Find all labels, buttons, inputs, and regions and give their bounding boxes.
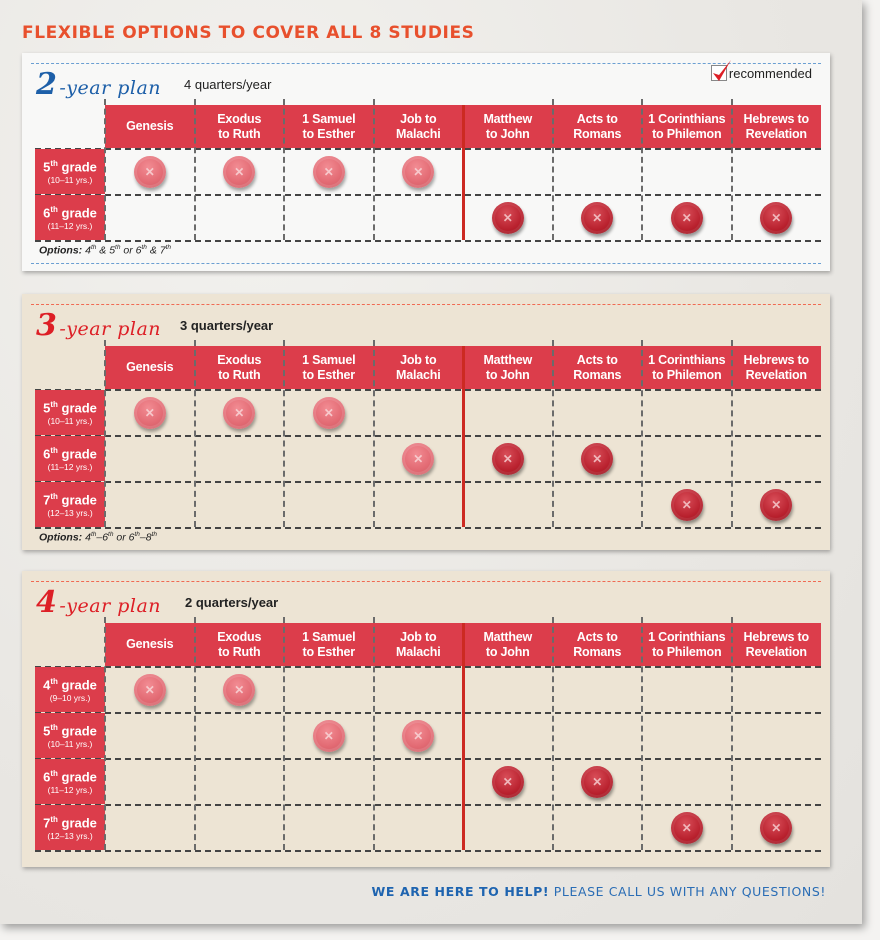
study-button-icon[interactable]: ✕ (492, 443, 524, 475)
grade-label-7th (35, 482, 105, 527)
grid-line (552, 617, 554, 850)
study-header-5: Matthew to John (483, 352, 533, 382)
study-button-icon[interactable]: ✕ (581, 202, 613, 234)
grade-options-note: Options: 4th & 5th or 6th & 7th (39, 244, 172, 257)
grade-options-note: Options: 4th–6th or 6th–8th (39, 531, 158, 544)
grade-name: 6th grade (43, 445, 97, 462)
grade-ages: (11–12 yrs.) (47, 785, 93, 796)
plan-title (36, 585, 161, 620)
grade-ages: (12–13 yrs.) (47, 508, 93, 519)
grade-label-5th (35, 149, 105, 194)
plan-years-number: 3 (36, 308, 58, 343)
grid-line (35, 435, 821, 437)
study-header-4: Job to Malachi (396, 352, 441, 382)
grade-label-7th (35, 805, 105, 850)
grid-line (194, 340, 196, 527)
study-button-icon[interactable]: ✕ (492, 766, 524, 798)
study-button-icon[interactable]: ✕ (134, 397, 166, 429)
checkbox-icon (711, 65, 727, 81)
study-header-1: Genesis (126, 360, 174, 374)
study-header-7: 1 Corinthians to Philemon (648, 352, 726, 382)
grade-ages: (10–11 yrs.) (47, 739, 93, 750)
grid-line (104, 617, 106, 850)
grid-line (283, 340, 285, 527)
plan-panel-2-year (22, 53, 830, 271)
plan-panel-3-year (22, 294, 830, 550)
grade-label-4th (35, 667, 105, 712)
study-button-icon[interactable]: ✕ (492, 202, 524, 234)
study-button-icon[interactable]: ✕ (671, 202, 703, 234)
grade-ages: (10–11 yrs.) (47, 175, 93, 186)
study-button-icon[interactable]: ✕ (134, 674, 166, 706)
study-button-icon[interactable]: ✕ (313, 156, 345, 188)
study-header-2: Exodus to Ruth (217, 111, 262, 141)
grade-label-6th (35, 195, 105, 240)
study-button-icon[interactable]: ✕ (223, 156, 255, 188)
plan-years-number: 4 (36, 585, 58, 620)
grid-line (194, 617, 196, 850)
grid-line (35, 850, 821, 852)
grid-line (283, 99, 285, 240)
grade-ages: (9–10 yrs.) (49, 693, 91, 704)
grid-line (35, 240, 821, 242)
study-button-icon[interactable]: ✕ (223, 674, 255, 706)
plan-title (36, 67, 161, 102)
study-header-8: Hebrews to Revelation (743, 629, 809, 659)
study-button-icon[interactable]: ✕ (223, 397, 255, 429)
study-header-1: Genesis (126, 119, 174, 133)
grid-line (552, 340, 554, 527)
study-header-8: Hebrews to Revelation (743, 111, 809, 141)
grid-line (35, 481, 821, 483)
grade-name: 4th grade (43, 676, 97, 693)
grid-line (35, 666, 821, 668)
grade-ages: (11–12 yrs.) (47, 221, 93, 232)
grade-name: 6th grade (43, 204, 97, 221)
testament-divider (462, 623, 465, 850)
grid-line (552, 99, 554, 240)
study-button-icon[interactable]: ✕ (402, 156, 434, 188)
plan-title (36, 308, 161, 343)
grid-line (373, 617, 375, 850)
study-button-icon[interactable]: ✕ (671, 812, 703, 844)
study-header-7: 1 Corinthians to Philemon (648, 111, 726, 141)
plan-years-number: 2 (36, 67, 58, 102)
recommended-label: recommended (728, 65, 812, 81)
study-header-3: 1 Samuel to Esther (302, 352, 356, 382)
study-button-icon[interactable]: ✕ (581, 443, 613, 475)
study-button-icon[interactable]: ✕ (402, 720, 434, 752)
grid-line (641, 340, 643, 527)
grade-label-5th (35, 713, 105, 758)
grid-line (104, 99, 106, 240)
plan-title-text: -year plan (59, 595, 162, 617)
study-button-icon[interactable]: ✕ (134, 156, 166, 188)
grid-line (373, 340, 375, 527)
study-header-2: Exodus to Ruth (217, 629, 262, 659)
plan-subtitle: 2 quarters/year (185, 595, 279, 610)
testament-divider (462, 105, 465, 240)
study-button-icon[interactable]: ✕ (313, 397, 345, 429)
study-header-6: Acts to Romans (573, 352, 622, 382)
plan-title-text: -year plan (59, 318, 162, 340)
grid-line (35, 758, 821, 760)
page-title: FLEXIBLE OPTIONS TO COVER ALL 8 STUDIES (22, 23, 475, 43)
study-button-icon[interactable]: ✕ (760, 489, 792, 521)
grade-ages: (11–12 yrs.) (47, 462, 93, 473)
plan-title-text: -year plan (59, 77, 162, 99)
grid-line (641, 99, 643, 240)
study-header-3: 1 Samuel to Esther (302, 629, 356, 659)
testament-divider (462, 346, 465, 527)
study-header-3: 1 Samuel to Esther (302, 111, 356, 141)
footer-help-text (371, 884, 826, 899)
checkmark-icon (711, 58, 733, 84)
grade-name: 6th grade (43, 768, 97, 785)
study-header-6: Acts to Romans (573, 111, 622, 141)
grid-line (35, 527, 821, 529)
study-header-2: Exodus to Ruth (217, 352, 262, 382)
grid-line (35, 389, 821, 391)
study-header-7: 1 Corinthians to Philemon (648, 629, 726, 659)
grid-line (35, 194, 821, 196)
grade-name: 5th grade (43, 722, 97, 739)
study-header-8: Hebrews to Revelation (743, 352, 809, 382)
study-button-icon[interactable]: ✕ (402, 443, 434, 475)
grade-name: 7th grade (43, 491, 97, 508)
grade-name: 5th grade (43, 158, 97, 175)
plan-subtitle: 3 quarters/year (180, 318, 274, 333)
study-header-4: Job to Malachi (396, 111, 441, 141)
study-button-icon[interactable]: ✕ (581, 766, 613, 798)
grid-line (35, 804, 821, 806)
grade-ages: (10–11 yrs.) (47, 416, 93, 427)
grid-line (35, 148, 821, 150)
grade-label-6th (35, 759, 105, 804)
grid-line (194, 99, 196, 240)
grid-line (641, 617, 643, 850)
dashed-divider (31, 304, 821, 305)
study-button-icon[interactable]: ✕ (671, 489, 703, 521)
dashed-divider (31, 63, 821, 64)
grade-label-5th (35, 390, 105, 435)
grade-ages: (12–13 yrs.) (47, 831, 93, 842)
plan-panel-4-year (22, 571, 830, 867)
recommended-badge (711, 65, 812, 81)
study-button-icon[interactable]: ✕ (760, 202, 792, 234)
grid-line (373, 99, 375, 240)
grade-name: 7th grade (43, 814, 97, 831)
grid-line (35, 712, 821, 714)
study-header-5: Matthew to John (483, 629, 533, 659)
dashed-divider (31, 263, 821, 264)
grid-line (731, 99, 733, 240)
study-header-1: Genesis (126, 637, 174, 651)
study-button-icon[interactable]: ✕ (760, 812, 792, 844)
study-header-5: Matthew to John (483, 111, 533, 141)
grade-name: 5th grade (43, 399, 97, 416)
study-header-6: Acts to Romans (573, 629, 622, 659)
footer-strong: WE ARE HERE TO HELP! (371, 884, 550, 899)
dashed-divider (31, 581, 821, 582)
grid-line (104, 340, 106, 527)
study-header-4: Job to Malachi (396, 629, 441, 659)
plan-subtitle: 4 quarters/year (184, 77, 272, 92)
grade-label-6th (35, 436, 105, 481)
grid-line (283, 617, 285, 850)
grid-line (731, 340, 733, 527)
footer-text: PLEASE CALL US WITH ANY QUESTIONS! (549, 884, 826, 899)
study-button-icon[interactable]: ✕ (313, 720, 345, 752)
grid-line (731, 617, 733, 850)
